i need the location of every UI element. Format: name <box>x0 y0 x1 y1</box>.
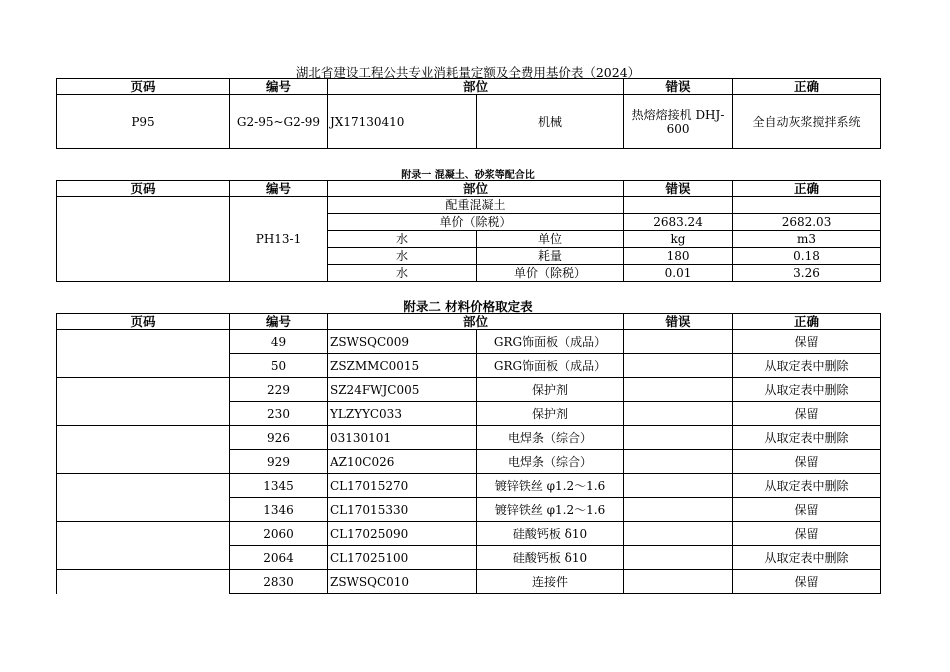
header-page: 页码 <box>57 79 230 95</box>
serial-cell: 50 <box>230 354 328 378</box>
material-name-cell: 电焊条（综合） <box>477 426 624 450</box>
material-code-cell: AZ10C026 <box>328 450 477 474</box>
material-code-cell: CL17025100 <box>328 546 477 570</box>
header-right: 正确 <box>733 181 881 197</box>
right-cell: 保留 <box>733 402 881 426</box>
wrong-cell <box>624 474 733 498</box>
page-cell <box>57 474 230 522</box>
page-cell <box>57 330 230 378</box>
attribute-cell: 耗量 <box>477 248 624 265</box>
wrong-cell: 0.01 <box>624 265 733 282</box>
material-name-cell: GRG饰面板（成品） <box>477 330 624 354</box>
serial-cell: 1345 <box>230 474 328 498</box>
table-row <box>57 378 881 402</box>
material-name-cell: 镀锌铁丝 φ1.2～1.6 <box>477 498 624 522</box>
header-part: 部位 <box>328 79 624 95</box>
header-part: 部位 <box>328 314 624 330</box>
right-cell: 从取定表中删除 <box>733 426 881 450</box>
material-code-cell: CL17015330 <box>328 498 477 522</box>
wrong-cell: kg <box>624 231 733 248</box>
header-wrong: 错误 <box>624 181 733 197</box>
serial-cell: 2060 <box>230 522 328 546</box>
right-cell: 保留 <box>733 570 881 594</box>
material-name-cell: 保护剂 <box>477 378 624 402</box>
serial-cell: 2064 <box>230 546 328 570</box>
right-cell: 3.26 <box>733 265 881 282</box>
material-code-cell: ZSWSQC009 <box>328 330 477 354</box>
serial-cell: 926 <box>230 426 328 450</box>
header-part: 部位 <box>328 181 624 197</box>
errata-table-appendix1 <box>56 180 881 282</box>
right-cell: 2682.03 <box>733 214 881 231</box>
header-code: 编号 <box>230 314 328 330</box>
table-row <box>57 522 881 546</box>
table-row <box>57 570 881 594</box>
code-cell: PH13-1 <box>230 197 328 282</box>
right-cell: m3 <box>733 231 881 248</box>
errata-table-appendix2 <box>56 313 881 594</box>
header-page: 页码 <box>57 314 230 330</box>
material-code-cell: SZ24FWJC005 <box>328 378 477 402</box>
right-cell: 全自动灰浆搅拌系统 <box>733 95 881 149</box>
right-cell <box>733 197 881 214</box>
header-code: 编号 <box>230 181 328 197</box>
wrong-cell: 2683.24 <box>624 214 733 231</box>
material-name-cell: 硅酸钙板 δ10 <box>477 522 624 546</box>
serial-cell: 49 <box>230 330 328 354</box>
table1-title: 湖北省建设工程公共专业消耗量定额及全费用基价表（2024） <box>295 65 641 80</box>
material-code-cell: ZSWSQC010 <box>328 570 477 594</box>
right-cell: 从取定表中删除 <box>733 378 881 402</box>
header-page: 页码 <box>57 181 230 197</box>
right-cell: 保留 <box>733 498 881 522</box>
material-name-cell: 连接件 <box>477 570 624 594</box>
table-row <box>57 426 881 450</box>
serial-cell: 1346 <box>230 498 328 522</box>
attribute-cell: 单位 <box>477 231 624 248</box>
wrong-cell <box>624 426 733 450</box>
material-code-cell: 03130101 <box>328 426 477 450</box>
appendix2-title: 附录二 材料价格取定表 <box>403 299 533 314</box>
wrong-cell <box>624 402 733 426</box>
item-name-cell: 配重混凝土 <box>328 197 624 214</box>
material-code-cell: CL17015270 <box>328 474 477 498</box>
table-row <box>57 474 881 498</box>
page-cell <box>57 197 230 282</box>
wrong-cell <box>624 498 733 522</box>
appendix1-title: 附录一 混凝土、砂浆等配合比 <box>401 170 535 181</box>
wrong-cell <box>624 354 733 378</box>
header-right: 正确 <box>733 314 881 330</box>
material-name-cell: 硅酸钙板 δ10 <box>477 546 624 570</box>
page-cell <box>57 522 230 570</box>
material-name-cell: 水 <box>328 231 477 248</box>
errata-table-main <box>56 78 881 149</box>
page-cell <box>57 426 230 474</box>
price-label-cell: 单价（除税） <box>328 214 624 231</box>
header-right: 正确 <box>733 79 881 95</box>
attribute-cell: 单价（除税） <box>477 265 624 282</box>
wrong-cell <box>624 546 733 570</box>
wrong-cell <box>624 330 733 354</box>
serial-cell: 2830 <box>230 570 328 594</box>
wrong-cell <box>624 570 733 594</box>
header-code: 编号 <box>230 79 328 95</box>
material-code-cell: YLZYYC033 <box>328 402 477 426</box>
wrong-cell: 热熔熔接机 DHJ-600 <box>624 95 733 149</box>
right-cell: 从取定表中删除 <box>733 474 881 498</box>
material-name-cell: 水 <box>328 265 477 282</box>
serial-cell: 929 <box>230 450 328 474</box>
right-cell: 保留 <box>733 522 881 546</box>
material-name-cell: 保护剂 <box>477 402 624 426</box>
wrong-cell <box>624 450 733 474</box>
wrong-cell <box>624 197 733 214</box>
page-cell: P95 <box>57 95 230 149</box>
material-name-cell: 镀锌铁丝 φ1.2～1.6 <box>477 474 624 498</box>
page-cell <box>57 378 230 426</box>
part-name-cell: 机械 <box>477 95 624 149</box>
serial-cell: 230 <box>230 402 328 426</box>
right-cell: 保留 <box>733 450 881 474</box>
material-code-cell: ZSZMMC0015 <box>328 354 477 378</box>
code-cell: G2-95~G2-99 <box>230 95 328 149</box>
material-code-cell: CL17025090 <box>328 522 477 546</box>
right-cell: 0.18 <box>733 248 881 265</box>
material-name-cell: 电焊条（综合） <box>477 450 624 474</box>
wrong-cell <box>624 378 733 402</box>
header-wrong: 错误 <box>624 79 733 95</box>
wrong-cell <box>624 522 733 546</box>
header-wrong: 错误 <box>624 314 733 330</box>
table-row <box>57 95 881 149</box>
right-cell: 从取定表中删除 <box>733 546 881 570</box>
right-cell: 保留 <box>733 330 881 354</box>
serial-cell: 229 <box>230 378 328 402</box>
material-name-cell: GRG饰面板（成品） <box>477 354 624 378</box>
right-cell: 从取定表中删除 <box>733 354 881 378</box>
wrong-cell: 180 <box>624 248 733 265</box>
material-name-cell: 水 <box>328 248 477 265</box>
part-code-cell: JX17130410 <box>328 95 477 149</box>
table-row <box>57 330 881 354</box>
page-cell <box>57 570 230 594</box>
